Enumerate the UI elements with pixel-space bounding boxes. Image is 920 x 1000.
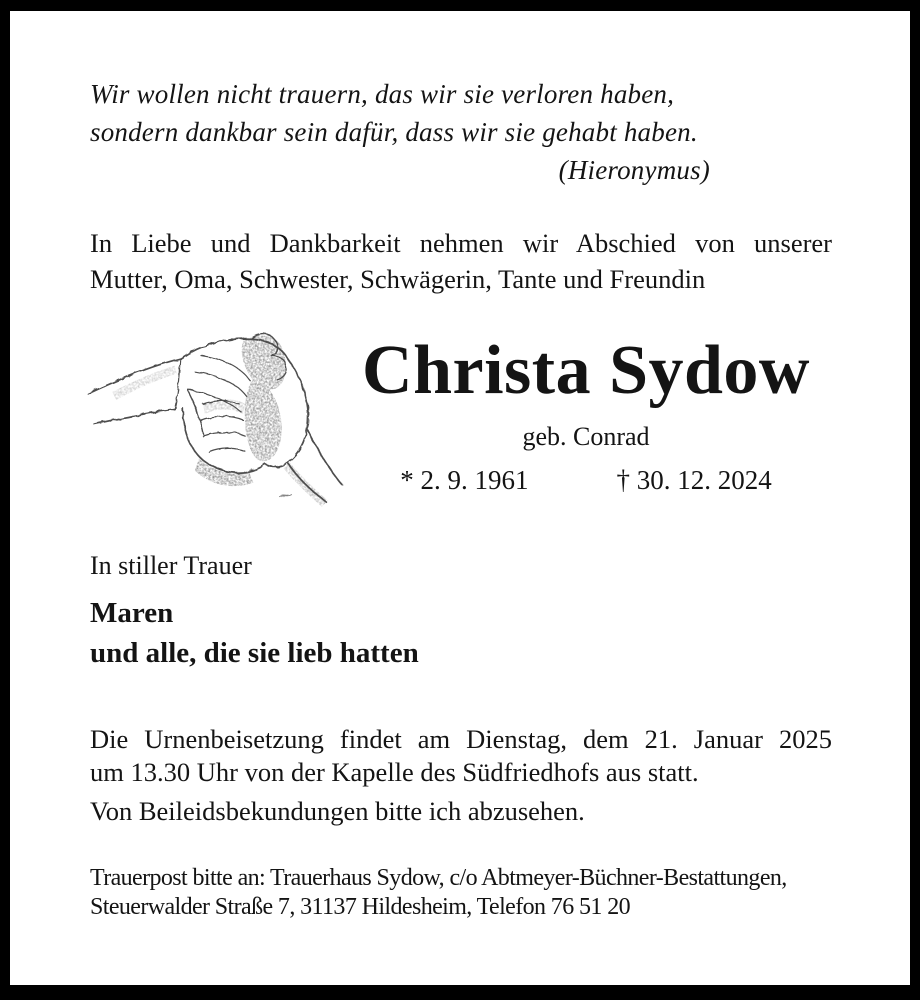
clasped-hands-illustration [82, 311, 346, 513]
contact-line-2: Steuerwalder Straße 7, 31137 Hildesheim, Telefon 76 51 20 [90, 894, 630, 920]
quote-attribution: (Hieronymus) [558, 155, 710, 185]
service-line-2: um 13.30 Uhr von der Kapelle des Südfriedhofs aus statt. [90, 757, 699, 787]
farewell-paragraph [90, 226, 832, 297]
mourners-block [90, 549, 832, 673]
deceased-block [340, 333, 832, 497]
service-line-1: Die Urnenbeisetzung findet am Dienstag, dem 21. Januar 2025 [90, 724, 832, 754]
quote-line-1: Wir wollen nicht trauern, das wir sie verloren haben, [90, 79, 675, 109]
death-date: † 30. 12. 2024 [616, 465, 772, 495]
memorial-quote [90, 75, 712, 189]
maiden-name: geb. Conrad [522, 422, 650, 451]
birth-date: * 2. 9. 1961 [400, 465, 529, 495]
farewell-line-1: In Liebe und Dankbarkeit nehmen wir Abschied von unserer [90, 228, 832, 258]
funeral-home-contact [90, 864, 850, 922]
mourners-intro: In stiller Trauer [90, 551, 252, 580]
farewell-line-2: Mutter, Oma, Schwester, Schwägerin, Tante und Freundin [90, 263, 706, 294]
life-dates [340, 463, 832, 497]
service-info [90, 723, 832, 789]
obituary-notice [10, 11, 910, 985]
quote-line-2: sondern dankbar sein dafür, dass wir sie gehabt haben. [90, 117, 698, 147]
clasped-hands-sketch-icon [82, 311, 346, 513]
condolence-note: Von Beileidsbekundungen bitte ich abzusehen. [90, 796, 585, 826]
deceased-name: Christa Sydow [362, 332, 810, 409]
contact-line-1: Trauerpost bitte an: Trauerhaus Sydow, c/o Abtmeyer-Büchner-Bestattungen, [90, 865, 787, 891]
mourners-others: und alle, die sie lieb hatten [90, 637, 419, 669]
mourner-name: Maren [90, 597, 174, 629]
